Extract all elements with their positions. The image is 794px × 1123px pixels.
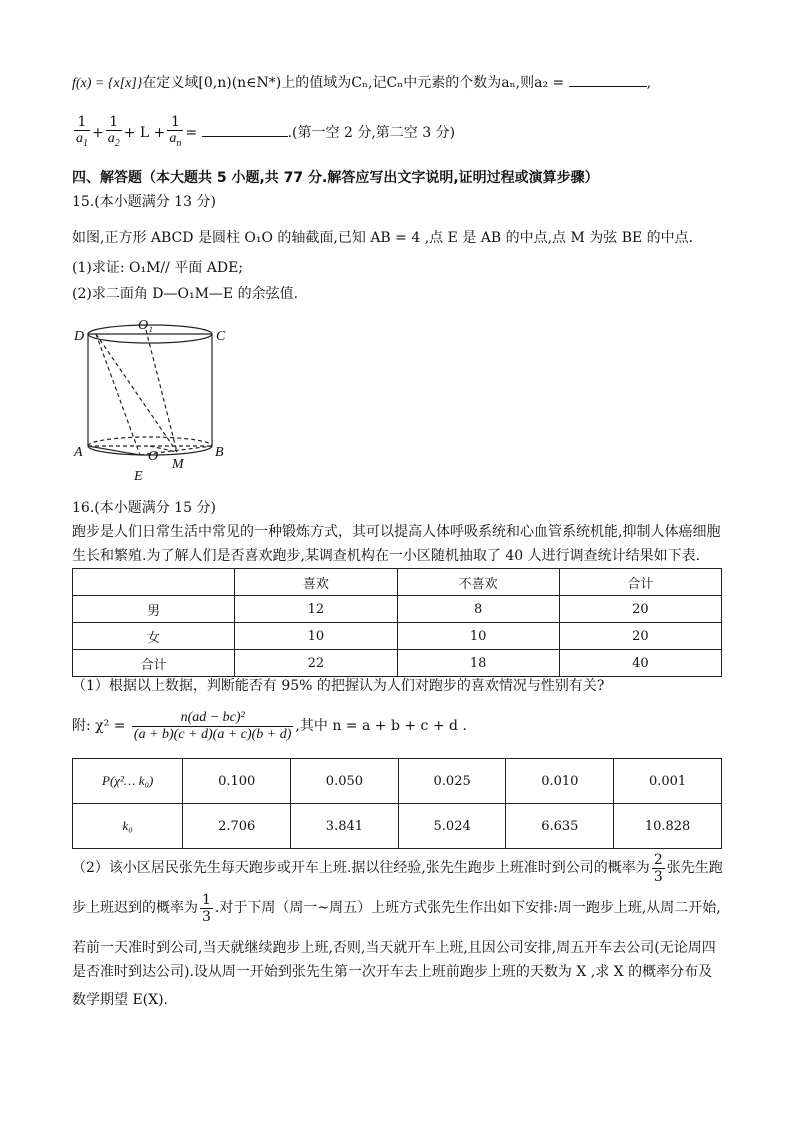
table-cell: k₀ [73,804,183,849]
label-O: O [148,449,159,464]
table-cell: 8 [397,596,559,623]
table-cell: 合计 [559,569,721,596]
table-row [73,623,722,650]
frac-den: 3 [653,868,663,885]
q14-ellipsis: + L + [123,124,166,141]
q14-line1 [72,72,651,94]
table-row [73,759,722,804]
label-C: C [216,329,226,344]
bottom-back-arc [88,437,212,446]
table-row [73,596,722,623]
q14-comma: , [646,75,652,91]
table-row [73,650,722,677]
q15-part2: (2)求二面角 D—O₁M—E 的余弦值. [72,286,299,302]
table-cell: 10.828 [614,804,722,849]
label-A: A [74,445,83,460]
table-cell: P(χ²… k₀) [73,759,183,804]
table-row [73,569,722,596]
segment-DE [96,334,140,455]
q14-frac-a1: $\frac{1}{a_1}$ [74,114,90,152]
q16-part2-text1: （2）该小区居民张先生每天跑步或开车上班.据以往经验,张先生跑步上班准时到公司的概率为 [72,860,650,876]
q14-line2: $\frac{1}{a_1}$ + $\frac{1}{a_2}$ + L + $\frac{1}{a_n}$ = .(第一空 2 分,第二空 3 分) [72,114,455,152]
segment-DM [96,334,177,452]
q15-header: 15.(本小题满分 13 分) [72,194,216,210]
q16-part2-line5: 数学期望 E(X). [72,992,169,1008]
frac-num: 2 [653,851,663,868]
table-cell: 20 [559,623,721,650]
q16-part2-line4: 是否准时到达公司).设从周一开始到张先生第一次开车去上班前跑步上班的天数为 X ,求 X 的概率分布及 [72,964,713,980]
table-cell: 0.010 [506,759,614,804]
fraction-two-thirds [652,852,665,885]
label-B: B [215,445,224,460]
frac-den: 3 [202,908,211,925]
table-cell: 3.841 [291,804,399,849]
table-cell: 0.050 [291,759,399,804]
q16-part2-text2-end: .对于下周（周一~周五）上班方式张先生作出如下安排:周一跑步上班,从周二开始, [214,900,721,916]
frac-num: 1 [202,891,211,908]
fraction-one-third [200,892,213,925]
table-cell: 0.025 [398,759,506,804]
table-cell [73,569,235,596]
section-title: 四、解答题（本大题共 5 小题,共 77 分.解答应写出文字说明,证明过程或演算步骤） [72,170,599,186]
label-E: E [134,469,143,484]
formula-prefix: 附: χ² = [72,718,126,734]
table-cell: 22 [235,650,397,677]
q14-equals: = [185,124,198,141]
q14-line1-text: 在定义域[0,n)(n∈N*)上的值域为Cₙ,记Cₙ中元素的个数为aₙ,则a₂ = [142,75,565,91]
q16-stem-line2: 生长和繁殖.为了解人们是否喜欢跑步,某调查机构在一小区随机抽取了 40 人进行调查统计结果如下表. [72,548,701,564]
table-cell: 10 [397,623,559,650]
survey-table [72,568,722,677]
q14-blank2[interactable] [202,122,288,137]
q15-part1: (1)求证: O₁M// 平面 ADE; [72,260,244,276]
table-cell: 喜欢 [235,569,397,596]
q16-part2-text1-end: 张先生跑 [666,860,723,876]
q14-note: .(第一空 2 分,第二空 3 分) [287,124,456,141]
q14-blank1[interactable] [569,72,647,87]
table-cell: 男 [73,596,235,623]
table-cell: 不喜欢 [397,569,559,596]
q14-frac-an: $\frac{1}{a_n}$ [167,114,183,152]
table-cell: 20 [559,596,721,623]
table-cell: 0.100 [183,759,291,804]
table-cell: 18 [397,650,559,677]
q16-stem-line1: 跑步是人们日常生活中常见的一种锻炼方式，其可以提高人体呼吸系统和心血管系统机能,抑制人体癌细胞 [72,524,721,540]
q16-part1: （1）根据以上数据，判断能否有 95% 的把握认为人们对跑步的喜欢情况与性别有关? [72,678,605,694]
table-cell: 12 [235,596,397,623]
q16-part2-line1 [72,850,723,886]
table-cell: 5.024 [398,804,506,849]
formula-line [72,706,467,748]
q14-function: f(x) = {x[x]} [72,76,143,91]
critical-value-table [72,758,722,849]
table-cell: 40 [559,650,721,677]
table-row [73,804,722,849]
q14-frac-a2: $\frac{1}{a_2}$ [106,114,122,152]
table-cell: 女 [73,623,235,650]
label-O1: O₁ [138,318,153,333]
label-M: M [172,457,184,472]
table-cell: 2.706 [183,804,291,849]
formula-suffix: ,其中 n = a + b + c + d . [295,718,467,734]
table-cell: 0.001 [614,759,722,804]
q16-part2-line3: 若前一天准时到公司,当天就继续跑步上班,否则,当天就开车上班,且因公司安排,周五开车去公司(无论周四 [72,940,716,956]
segment-O1M [146,330,177,452]
label-D: D [74,329,85,344]
q16-part2-text2: 步上班迟到的概率为 [72,900,198,916]
q15-stem: 如图,正方形 ABCD 是圆柱 O₁O 的轴截面,已知 AB = 4 ,点 E 是 AB 的中点,点 M 为弦 BE 的中点. [72,230,694,246]
formula-denominator: (a + b)(c + d)(a + c)(b + d) [133,726,292,742]
table-cell: 10 [235,623,397,650]
chi-square-fraction [132,710,294,743]
table-cell: 6.635 [506,804,614,849]
table-cell: 合计 [73,650,235,677]
q16-part2-line2 [72,890,721,926]
cylinder-figure [72,316,232,488]
q16-header: 16.(本小题满分 15 分) [72,500,216,516]
formula-numerator: n(ad − bc)² [180,709,245,725]
